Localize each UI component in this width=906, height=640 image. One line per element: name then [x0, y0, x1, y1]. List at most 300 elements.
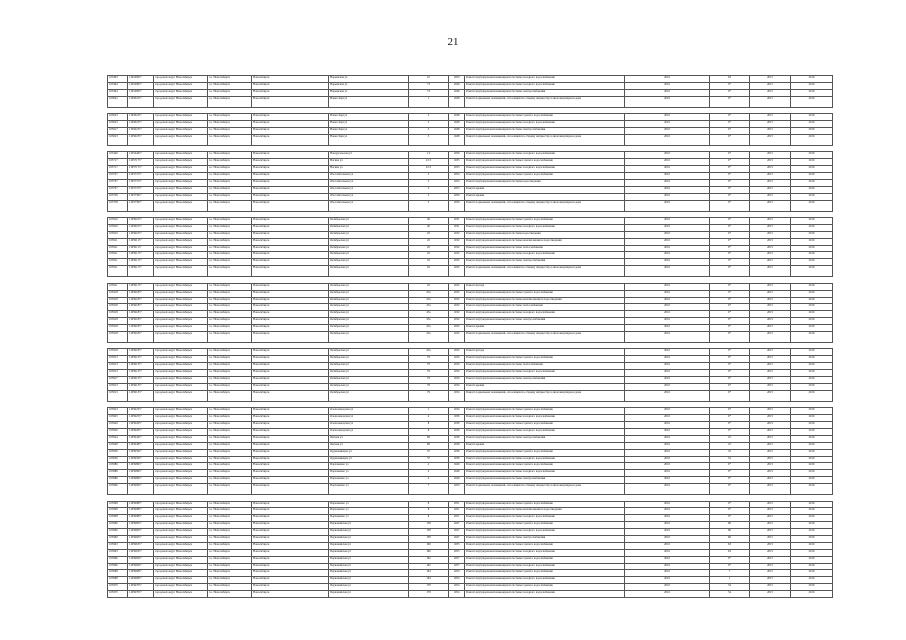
period-start-cell: 2015	[750, 508, 791, 515]
planned-year-cell: 2016	[625, 591, 710, 598]
settlement-cell: г.о. Новосибирск	[208, 549, 252, 556]
cell-value-cell: 60	[710, 536, 750, 543]
work-type-cell: Ремонт внутридомовой инженерной системы электроснабжения	[465, 318, 625, 325]
table-row	[108, 356, 833, 363]
locality-cell: Новосибирск	[252, 159, 329, 166]
planned-year-cell: 2016	[625, 121, 710, 128]
period-start-cell: 2015	[750, 484, 791, 495]
table-row	[108, 259, 833, 266]
house-code-cell: 1105986??	[128, 477, 154, 484]
settlement-cell: г.о. Новосибирск	[208, 179, 252, 186]
cell-value-cell: 9*	[710, 311, 750, 318]
house-number-cell: 1	[409, 96, 449, 107]
work-type-cell: Ремонт внутридомовой инженерной системы горячего водоснабжения	[465, 114, 625, 121]
locality-cell: Новосибирск	[252, 584, 329, 591]
table-row	[108, 186, 833, 193]
municipality-cell: городской округ Новосибирск	[154, 224, 208, 231]
cell-value-cell: 9*	[710, 89, 750, 96]
cell-value-cell: 9*	[710, 166, 750, 173]
municipality-cell: городской округ Новосибирск	[154, 325, 208, 332]
table-row	[108, 563, 833, 570]
year-built-cell: 1932	[449, 266, 465, 277]
locality-cell: Новосибирск	[252, 370, 329, 377]
house-code-cell: 1105968??	[128, 570, 154, 577]
municipality-cell: городской округ Новосибирск	[154, 304, 208, 311]
row-id-cell: 105918	[108, 331, 128, 342]
municipality-cell: городской округ Новосибирск	[154, 570, 208, 577]
year-built-cell: 1956	[449, 200, 465, 211]
cell-value-cell: 9*	[710, 245, 750, 252]
period-start-cell: 2015	[750, 542, 791, 549]
period-end-cell: 2016	[791, 508, 833, 515]
municipality-cell: городской округ Новосибирск	[154, 449, 208, 456]
cell-value-cell: 9*	[710, 114, 750, 121]
work-type-cell: Ремонт крыши	[465, 383, 625, 390]
period-start-cell: 2015	[750, 304, 791, 311]
table-row	[108, 390, 833, 401]
street-cell: Октябрьская ул	[329, 331, 409, 342]
period-start-cell: 2015	[750, 179, 791, 186]
house-code-cell: 1105960??	[128, 536, 154, 543]
period-end-cell: 2016	[791, 121, 833, 128]
house-number-cell: 45	[409, 283, 449, 290]
street-cell: Октябрьская ул	[329, 390, 409, 401]
house-number-cell: 45	[409, 245, 449, 252]
locality-cell: Новосибирск	[252, 134, 329, 145]
work-type-cell: Ремонт внутридомовой инженерной системы электроснабжения	[465, 536, 625, 543]
house-number-cell: 45а	[409, 325, 449, 332]
municipality-cell: городской округ Новосибирск	[154, 591, 208, 598]
planned-year-cell: 2016	[625, 536, 710, 543]
period-start-cell: 2015	[750, 325, 791, 332]
period-end-cell: 2016	[791, 363, 833, 370]
municipality-cell: городской округ Новосибирск	[154, 529, 208, 536]
year-built-cell: 1957	[449, 563, 465, 570]
year-built-cell: 1956	[449, 152, 465, 159]
cell-value-cell: 9*	[710, 383, 750, 390]
house-code-cell: 1105623??	[128, 127, 154, 134]
work-type-cell: Ремонт внутридомовой инженерной системы канализования и водоотведения	[465, 508, 625, 515]
locality-cell: Новосибирск	[252, 238, 329, 245]
cell-value-cell: 63	[710, 549, 750, 556]
house-number-cell: 40	[409, 224, 449, 231]
house-number-cell: 4	[409, 477, 449, 484]
settlement-cell: г.о. Новосибирск	[208, 218, 252, 225]
row-id-cell: 105913	[108, 370, 128, 377]
row-id-cell: 105970	[108, 584, 128, 591]
work-type-cell: Ремонт фасада	[465, 283, 625, 290]
year-built-cell: 1936	[449, 415, 465, 422]
work-type-cell: Ремонт подвальных помещений, относящихся к общему имуществу в многоквартирном доме	[465, 390, 625, 401]
period-end-cell: 2016	[791, 331, 833, 342]
house-number-cell: 3	[409, 186, 449, 193]
municipality-cell: городской округ Новосибирск	[154, 76, 208, 83]
period-end-cell: 2016	[791, 591, 833, 598]
settlement-cell: г.о. Новосибирск	[208, 89, 252, 96]
municipality-cell: городской округ Новосибирск	[154, 166, 208, 173]
locality-cell: Новосибирск	[252, 290, 329, 297]
locality-cell: Новосибирск	[252, 556, 329, 563]
period-end-cell: 2016	[791, 297, 833, 304]
cell-value-cell: 54	[710, 584, 750, 591]
house-number-cell: 2/13	[409, 166, 449, 173]
municipality-cell: городской округ Новосибирск	[154, 297, 208, 304]
street-cell: Октябрьская ул	[329, 266, 409, 277]
house-code-cell: 1105913??	[128, 383, 154, 390]
planned-year-cell: 2016	[625, 193, 710, 200]
street-cell: Первомайская ул	[329, 563, 409, 570]
year-built-cell: 1931	[449, 218, 465, 225]
cell-value-cell: 9*	[710, 463, 750, 470]
house-number-cell: 8	[409, 422, 449, 429]
settlement-cell: г.о. Новосибирск	[208, 577, 252, 584]
municipality-cell: городской округ Новосибирск	[154, 290, 208, 297]
work-type-cell: Ремонт внутридомовой инженерной системы горячего водоснабжения	[465, 408, 625, 415]
cell-value-cell: 47	[710, 442, 750, 449]
planned-year-cell: 2016	[625, 259, 710, 266]
municipality-cell: городской округ Новосибирск	[154, 266, 208, 277]
municipality-cell: городской округ Новосибирск	[154, 311, 208, 318]
period-end-cell: 2016	[791, 383, 833, 390]
planned-year-cell: 2016	[625, 283, 710, 290]
settlement-cell: г.о. Новосибирск	[208, 297, 252, 304]
planned-year-cell: 2016	[625, 152, 710, 159]
house-number-cell: 160	[409, 549, 449, 556]
locality-cell: Новосибирск	[252, 383, 329, 390]
planned-year-cell: 2016	[625, 166, 710, 173]
work-type-cell: Ремонт внутридомовой инженерной системы горячего водоснабжения	[465, 356, 625, 363]
cell-value-cell: 9*	[710, 422, 750, 429]
street-cell: Октябрьская ул	[329, 218, 409, 225]
settlement-cell: г.о. Новосибирск	[208, 76, 252, 83]
row-id-cell: 105494	[108, 89, 128, 96]
work-type-cell: Ремонт внутридомовой инженерной системы горячего водоснабжения	[465, 449, 625, 456]
street-cell: Новая Заря ул	[329, 134, 409, 145]
row-id-cell: 105918	[108, 325, 128, 332]
row-id-cell: 105623	[108, 134, 128, 145]
cell-value-cell: 63	[710, 542, 750, 549]
house-number-cell: 3	[409, 127, 449, 134]
work-type-cell: Ремонт внутридомовой инженерной системы горячего водоснабжения	[465, 218, 625, 225]
year-built-cell: 1947	[449, 529, 465, 536]
planned-year-cell: 2016	[625, 245, 710, 252]
work-type-cell: Ремонт внутридомовой инженерной системы холодного водоснабжения	[465, 152, 625, 159]
table-row	[108, 193, 833, 200]
work-type-cell: Ремонт подвальных помещений, относящихся к общему имуществу в многоквартирном доме	[465, 96, 625, 107]
municipality-cell: городской округ Новосибирск	[154, 127, 208, 134]
year-built-cell: 1951	[449, 501, 465, 508]
street-cell: Пархоменко ул	[329, 470, 409, 477]
house-code-cell: 1105963??	[128, 542, 154, 549]
year-built-cell: 1949	[449, 463, 465, 470]
year-built-cell: 1948	[449, 127, 465, 134]
street-cell: Октябрьская ул	[329, 318, 409, 325]
year-built-cell: 1936	[449, 449, 465, 456]
municipality-cell: городской округ Новосибирск	[154, 152, 208, 159]
municipality-cell: городской округ Новосибирск	[154, 193, 208, 200]
house-number-cell: 160	[409, 542, 449, 549]
settlement-cell: г.о. Новосибирск	[208, 318, 252, 325]
period-start-cell: 2015	[750, 422, 791, 429]
municipality-cell: городской округ Новосибирск	[154, 245, 208, 252]
year-built-cell: 1954	[449, 179, 465, 186]
municipality-cell: городской округ Новосибирск	[154, 477, 208, 484]
locality-cell: Новосибирск	[252, 82, 329, 89]
period-end-cell: 2016	[791, 152, 833, 159]
house-number-cell: 73	[409, 82, 449, 89]
work-type-cell: Ремонт подвальных помещений, относящихся к общему имуществу в многоквартирном доме	[465, 266, 625, 277]
street-cell: Пархоменко ул	[329, 501, 409, 508]
street-cell: Ногина ул	[329, 159, 409, 166]
house-number-cell: 164	[409, 577, 449, 584]
planned-year-cell: 2016	[625, 224, 710, 231]
work-type-cell: Ремонт внутридомовой инженерной системы горячего водоснабжения	[465, 463, 625, 470]
settlement-cell: г.о. Новосибирск	[208, 331, 252, 342]
settlement-cell: г.о. Новосибирск	[208, 193, 252, 200]
planned-year-cell: 2016	[625, 172, 710, 179]
house-code-cell: 1105970??	[128, 584, 154, 591]
table-row	[108, 549, 833, 556]
row-id-cell: 105923	[108, 408, 128, 415]
municipality-cell: городской округ Новосибирск	[154, 159, 208, 166]
year-built-cell: 1932	[449, 238, 465, 245]
settlement-cell: г.о. Новосибирск	[208, 127, 252, 134]
street-cell: Октябрьская ул	[329, 245, 409, 252]
settlement-cell: г.о. Новосибирск	[208, 435, 252, 442]
settlement-cell: г.о. Новосибирск	[208, 563, 252, 570]
period-start-cell: 2015	[750, 311, 791, 318]
house-code-cell: 1105913??	[128, 390, 154, 401]
cell-value-cell: 9*	[710, 515, 750, 522]
street-cell: Октябрьская ул	[329, 363, 409, 370]
year-built-cell: 1932	[449, 245, 465, 252]
settlement-cell: г.о. Новосибирск	[208, 200, 252, 211]
house-code-cell: 1105496??	[128, 76, 154, 83]
municipality-cell: городской округ Новосибирск	[154, 331, 208, 342]
locality-cell: Новосибирск	[252, 349, 329, 356]
cell-value-cell: 9*	[710, 556, 750, 563]
locality-cell: Новосибирск	[252, 200, 329, 211]
row-id-cell: 105956	[108, 449, 128, 456]
period-start-cell: 2015	[750, 356, 791, 363]
municipality-cell: городской округ Новосибирск	[154, 549, 208, 556]
street-cell: Октябрьская ул	[329, 283, 409, 290]
settlement-cell: г.о. Новосибирск	[208, 515, 252, 522]
row-id-cell: 105925	[108, 415, 128, 422]
period-end-cell: 2016	[791, 477, 833, 484]
cell-value-cell: 9*	[710, 508, 750, 515]
work-type-cell: Ремонт внутридомовой инженерной системы холодного водоснабжения	[465, 370, 625, 377]
year-built-cell: 1934	[449, 408, 465, 415]
settlement-cell: г.о. Новосибирск	[208, 166, 252, 173]
row-id-cell: 105963	[108, 549, 128, 556]
municipality-cell: городской округ Новосибирск	[154, 172, 208, 179]
house-number-cell: 7	[409, 484, 449, 495]
planned-year-cell: 2016	[625, 134, 710, 145]
locality-cell: Новосибирск	[252, 318, 329, 325]
period-end-cell: 2016	[791, 76, 833, 83]
municipality-cell: городской округ Новосибирск	[154, 484, 208, 495]
municipality-cell: городской округ Новосибирск	[154, 356, 208, 363]
row-id-cell: 105960	[108, 522, 128, 529]
table-row	[108, 456, 833, 463]
street-cell: Ногина ул	[329, 166, 409, 173]
period-start-cell: 2015	[750, 408, 791, 415]
row-id-cell: 105911	[108, 283, 128, 290]
planned-year-cell: 2016	[625, 584, 710, 591]
municipality-cell: городской округ Новосибирск	[154, 370, 208, 377]
house-number-cell: 89	[409, 435, 449, 442]
municipality-cell: городской округ Новосибирск	[154, 508, 208, 515]
house-code-cell: 1105913??	[128, 377, 154, 384]
table-row	[108, 584, 833, 591]
street-cell: Оловозаводская ул	[329, 408, 409, 415]
planned-year-cell: 2016	[625, 522, 710, 529]
work-type-cell: Ремонт внутридомовой инженерной системы холодного водоснабжения	[465, 311, 625, 318]
period-start-cell: 2015	[750, 501, 791, 508]
work-type-cell: Ремонт внутридомовой инженерной системы холодного водоснабжения	[465, 428, 625, 435]
house-code-cell: 1105923??	[128, 408, 154, 415]
house-number-cell: 4	[409, 470, 449, 477]
table-row	[108, 370, 833, 377]
planned-year-cell: 2016	[625, 408, 710, 415]
year-built-cell: 1934	[449, 377, 465, 384]
period-start-cell: 2015	[750, 363, 791, 370]
period-start-cell: 2015	[750, 570, 791, 577]
row-id-cell: 105926	[108, 422, 128, 429]
house-number-cell: 1	[409, 408, 449, 415]
house-code-cell: 1105966??	[128, 556, 154, 563]
planned-year-cell: 2016	[625, 435, 710, 442]
settlement-cell: г.о. Новосибирск	[208, 542, 252, 549]
street-cell: Обогатительная ул	[329, 172, 409, 179]
house-number-cell: 164	[409, 570, 449, 577]
row-id-cell: 105913	[108, 383, 128, 390]
cell-value-cell: 9*	[710, 179, 750, 186]
municipality-cell: городской округ Новосибирск	[154, 252, 208, 259]
period-end-cell: 2016	[791, 325, 833, 332]
settlement-cell: г.о. Новосибирск	[208, 245, 252, 252]
house-code-cell: 1105998??	[128, 515, 154, 522]
period-end-cell: 2016	[791, 252, 833, 259]
municipality-cell: городской округ Новосибирск	[154, 238, 208, 245]
year-built-cell: 1949	[449, 82, 465, 89]
house-code-cell: 1105737??	[128, 172, 154, 179]
period-end-cell: 2016	[791, 484, 833, 495]
year-built-cell: 1951	[449, 508, 465, 515]
cell-value-cell: 9*	[710, 159, 750, 166]
row-id-cell: 105986	[108, 470, 128, 477]
table-row	[108, 238, 833, 245]
settlement-cell: г.о. Новосибирск	[208, 522, 252, 529]
municipality-cell: городской округ Новосибирск	[154, 442, 208, 449]
settlement-cell: г.о. Новосибирск	[208, 390, 252, 401]
locality-cell: Новосибирск	[252, 266, 329, 277]
work-type-cell: Ремонт внутридомовой инженерной системы электроснабжения	[465, 377, 625, 384]
street-cell: Новая Заря ул	[329, 114, 409, 121]
cell-value-cell: 9*	[710, 266, 750, 277]
planned-year-cell: 2016	[625, 349, 710, 356]
table-row	[108, 415, 833, 422]
planned-year-cell: 2016	[625, 82, 710, 89]
period-start-cell: 2015	[750, 159, 791, 166]
year-built-cell: 1934	[449, 356, 465, 363]
settlement-cell: г.о. Новосибирск	[208, 238, 252, 245]
house-code-cell: 1105966??	[128, 563, 154, 570]
house-code-cell: 1105717??	[128, 159, 154, 166]
work-type-cell: Ремонт внутридомовой инженерной системы горячего водоснабжения	[465, 522, 625, 529]
period-end-cell: 2016	[791, 159, 833, 166]
period-start-cell: 2015	[750, 252, 791, 259]
work-type-cell: Ремонт крыши	[465, 186, 625, 193]
municipality-cell: городской округ Новосибирск	[154, 428, 208, 435]
period-start-cell: 2015	[750, 591, 791, 598]
row-id-cell: 105493	[108, 76, 128, 83]
house-code-cell: 1105926??	[128, 428, 154, 435]
period-end-cell: 2016	[791, 422, 833, 429]
cell-value-cell: 9*	[710, 415, 750, 422]
period-end-cell: 2016	[791, 245, 833, 252]
cell-value-cell: 9*	[710, 238, 750, 245]
house-number-cell: 4	[409, 415, 449, 422]
house-code-cell: 1105986??	[128, 470, 154, 477]
year-built-cell: 1949	[449, 477, 465, 484]
street-cell: Новая Заря ул	[329, 127, 409, 134]
planned-year-cell: 2016	[625, 383, 710, 390]
row-id-cell: 105918	[108, 304, 128, 311]
municipality-cell: городской округ Новосибирск	[154, 470, 208, 477]
period-start-cell: 2015	[750, 522, 791, 529]
municipality-cell: городской округ Новосибирск	[154, 283, 208, 290]
planned-year-cell: 2016	[625, 238, 710, 245]
street-cell: Октябрьская ул	[329, 231, 409, 238]
cell-value-cell: 9*	[710, 231, 750, 238]
house-code-cell: 1105739??	[128, 193, 154, 200]
year-built-cell: 1936	[449, 442, 465, 449]
period-start-cell: 2015	[750, 172, 791, 179]
street-cell: Пархоменко ул	[329, 484, 409, 495]
settlement-cell: г.о. Новосибирск	[208, 304, 252, 311]
work-type-cell: Ремонт внутридомовой инженерной системы горячего водоснабжения	[465, 584, 625, 591]
work-type-cell: Ремонт внутридомовой инженерной системы горячего водоснабжения	[465, 556, 625, 563]
planned-year-cell: 2016	[625, 515, 710, 522]
table-row	[108, 134, 833, 145]
settlement-cell: г.о. Новосибирск	[208, 383, 252, 390]
table-row	[108, 383, 833, 390]
settlement-cell: г.о. Новосибирск	[208, 377, 252, 384]
settlement-cell: г.о. Новосибирск	[208, 470, 252, 477]
period-end-cell: 2016	[791, 172, 833, 179]
work-type-cell: Ремонт внутридомовой инженерной системы электроснабжения	[465, 127, 625, 134]
locality-cell: Новосибирск	[252, 415, 329, 422]
settlement-cell: г.о. Новосибирск	[208, 349, 252, 356]
planned-year-cell: 2016	[625, 325, 710, 332]
period-end-cell: 2016	[791, 166, 833, 173]
cell-value-cell: 9*	[710, 172, 750, 179]
row-id-cell: 105617	[108, 127, 128, 134]
work-type-cell: Ремонт внутридомовой инженерной системы электроснабжения	[465, 477, 625, 484]
house-number-cell: 45а	[409, 290, 449, 297]
year-built-cell: 1936	[449, 422, 465, 429]
cell-value-cell: 9*	[710, 297, 750, 304]
row-id-cell: 105623	[108, 114, 128, 121]
locality-cell: Новосибирск	[252, 224, 329, 231]
street-cell: Первомайская ул	[329, 584, 409, 591]
row-id-cell: 105623	[108, 121, 128, 128]
row-id-cell: 105737	[108, 186, 128, 193]
year-built-cell: 1932	[449, 283, 465, 290]
street-cell: Октябрьская ул	[329, 377, 409, 384]
